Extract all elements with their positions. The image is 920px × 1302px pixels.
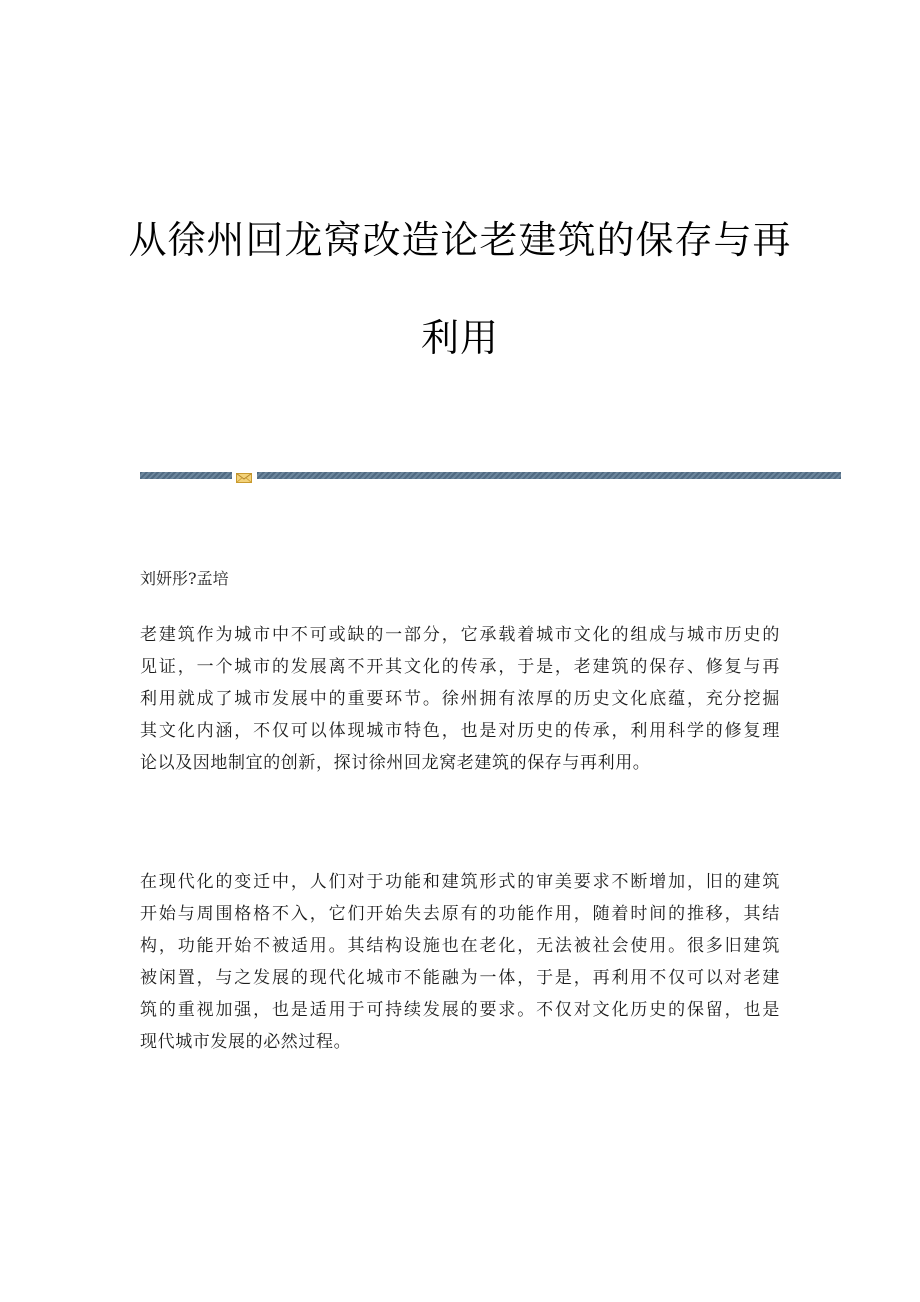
paragraph-line: 被闲置，与之发展的现代化城市不能融为一体，于是，再利用不仅可以对老建 [140, 968, 780, 988]
paragraph-line: 开始与周围格格不入，它们开始失去原有的功能作用，随着时间的推移，其结 [140, 904, 780, 924]
author-line: 刘妍彤?孟培 [140, 569, 229, 588]
envelope-ornament-icon [236, 469, 252, 481]
divider-bar-right [257, 472, 841, 479]
paragraph-line: 见证，一个城市的发展离不开其文化的传承，于是，老建筑的保存、修复与再 [140, 657, 780, 677]
document-title-line-2: 利用 [420, 316, 499, 360]
paragraph-2 [140, 866, 780, 1058]
paragraph-1 [140, 619, 780, 779]
paragraph-line: 利用就成了城市发展中的重要环节。徐州拥有浓厚的历史文化底蕴，充分挖掘 [140, 689, 780, 709]
paragraph-line: 现代城市发展的必然过程。 [140, 1032, 352, 1052]
paragraph-line: 论以及因地制宜的创新，探讨徐州回龙窝老建筑的保存与再利用。 [140, 753, 651, 773]
paragraph-line: 筑的重视加强，也是适用于可持续发展的要求。不仅对文化历史的保留，也是 [140, 1000, 780, 1020]
divider-bar-left [140, 472, 232, 479]
paragraph-line: 在现代化的变迁中，人们对于功能和建筑形式的审美要求不断增加，旧的建筑 [140, 872, 780, 892]
paragraph-line: 构，功能开始不被适用。其结构设施也在老化，无法被社会使用。很多旧建筑 [140, 936, 780, 956]
document-title-line-1: 从徐州回龙窝改造论老建筑的保存与再 [128, 218, 792, 262]
paragraph-line: 老建筑作为城市中不可或缺的一部分，它承载着城市文化的组成与城市历史的 [140, 625, 780, 645]
paragraph-line: 其文化内涵，不仅可以体现城市特色，也是对历史的传承，利用科学的修复理 [140, 721, 780, 741]
title-divider [140, 469, 841, 481]
